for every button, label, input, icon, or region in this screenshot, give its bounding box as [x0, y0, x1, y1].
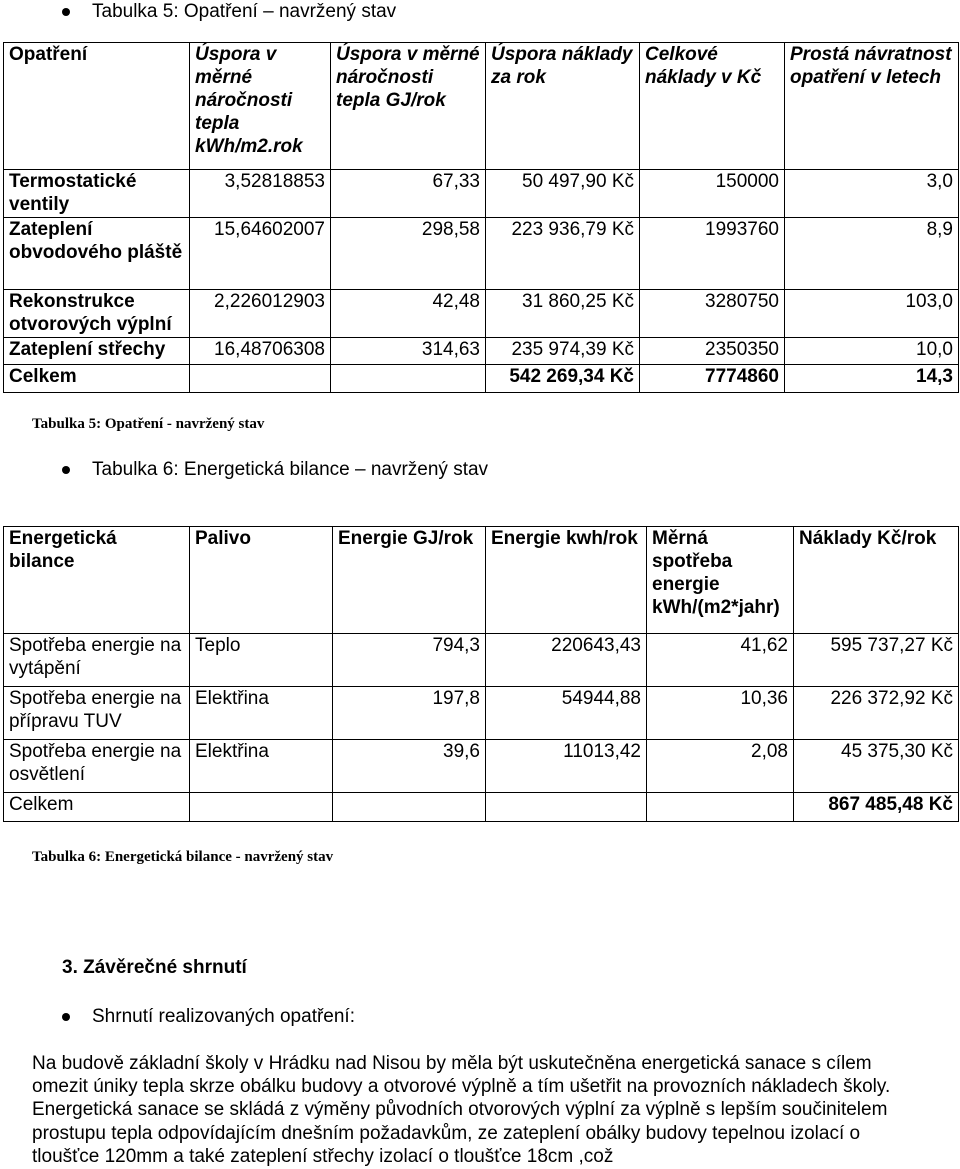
table-row — [4, 338, 959, 365]
cell — [190, 365, 331, 393]
cell — [190, 793, 333, 822]
header-cell: Úspora v měrné náročnosti tepla GJ/rok — [331, 43, 486, 170]
cell — [486, 793, 647, 822]
cell: 3,52818853 — [190, 170, 331, 218]
header-cell: Energie kwh/rok — [486, 527, 647, 634]
summary-paragraph: Na budově základní školy v Hrádku nad Nisou by měla být uskutečněna energetická sanace s cílem omezit úniky tepla skrze obálku budovy a otvorové výplně a tím ušetřit na provozních nákladech školy. Energetická sanace se skládá z výměny původních otvorových výplní za výplně s lepším součinitelem prostupu tepla odpovídajícím dnešním požadavkům, ze zateplení obálky budovy tepelnou izolací o tloušťce 120mm a také zateplení střechy izolací o tloušťce 18cm ,což — [32, 1053, 891, 1167]
cell: 50 497,90 Kč — [486, 170, 640, 218]
cell: 150000 — [640, 170, 785, 218]
row-label: Zateplení obvodového pláště — [4, 218, 190, 290]
total-cost: 867 485,48 Kč — [794, 793, 959, 822]
table5-caption: Tabulka 5: Opatření - navržený stav — [32, 416, 265, 432]
table-row — [4, 218, 959, 290]
row-label: Spotřeba energie na osvětlení — [4, 740, 190, 793]
table-row — [4, 170, 959, 218]
cell — [647, 793, 794, 822]
cell: 197,8 — [333, 687, 486, 740]
header-cell: Palivo — [190, 527, 333, 634]
total-cost: 7774860 — [640, 365, 785, 393]
cell: 235 974,39 Kč — [486, 338, 640, 365]
bullet-dot-icon — [62, 1013, 70, 1021]
cell: 3280750 — [640, 290, 785, 338]
header-cell: Měrná spotřeba energie kWh/(m2*jahr) — [647, 527, 794, 634]
bullet-tab6 — [62, 458, 488, 482]
table6-caption: Tabulka 6: Energetická bilance - navržený stav — [32, 849, 334, 865]
header-cell: Úspora v měrné náročnosti tepla kWh/m2.rok — [190, 43, 331, 170]
cell: Elektřina — [190, 687, 333, 740]
cell: 1993760 — [640, 218, 785, 290]
header-cell: Náklady Kč/rok — [794, 527, 959, 634]
cell — [331, 365, 486, 393]
row-label: Spotřeba energie na vytápění — [4, 634, 190, 687]
cell: 103,0 — [785, 290, 959, 338]
cell: Elektřina — [190, 740, 333, 793]
cell: 8,9 — [785, 218, 959, 290]
total-label: Celkem — [4, 793, 190, 822]
cell: 11013,42 — [486, 740, 647, 793]
cell: 10,0 — [785, 338, 959, 365]
table-total-row — [4, 793, 959, 822]
summary-label: Shrnutí realizovaných opatření: — [92, 1006, 355, 1027]
row-label: Zateplení střechy — [4, 338, 190, 365]
total-payback: 14,3 — [785, 365, 959, 393]
cell: 2350350 — [640, 338, 785, 365]
cell: 220643,43 — [486, 634, 647, 687]
cell: 2,08 — [647, 740, 794, 793]
cell: 42,48 — [331, 290, 486, 338]
tab5-title: Tabulka 5: Opatření – navržený stav — [92, 1, 397, 22]
cell: 2,226012903 — [190, 290, 331, 338]
bullet-summary — [62, 1005, 355, 1029]
cell: 41,62 — [647, 634, 794, 687]
cell: 15,64602007 — [190, 218, 331, 290]
tab6-title: Tabulka 6: Energetická bilance – navržený stav — [92, 459, 489, 480]
cell: 794,3 — [333, 634, 486, 687]
table-row — [4, 634, 959, 687]
table-row — [4, 687, 959, 740]
cell: 314,63 — [331, 338, 486, 365]
table-header-row — [4, 43, 959, 170]
cell: 54944,88 — [486, 687, 647, 740]
header-cell: Energie GJ/rok — [333, 527, 486, 634]
cell: 298,58 — [331, 218, 486, 290]
table-row — [4, 740, 959, 793]
table-row — [4, 290, 959, 338]
header-cell: Opatření — [4, 43, 190, 170]
row-label: Spotřeba energie na přípravu TUV — [4, 687, 190, 740]
section-heading: 3. Závěrečné shrnutí — [62, 957, 247, 978]
cell: 595 737,27 Kč — [794, 634, 959, 687]
bullet-dot-icon — [62, 8, 70, 16]
header-cell: Úspora náklady za rok — [486, 43, 640, 170]
cell: 45 375,30 Kč — [794, 740, 959, 793]
cell — [333, 793, 486, 822]
total-savings: 542 269,34 Kč — [486, 365, 640, 393]
header-cell: Celkové náklady v Kč — [640, 43, 785, 170]
table-header-row — [4, 527, 959, 634]
cell: 10,36 — [647, 687, 794, 740]
cell: 31 860,25 Kč — [486, 290, 640, 338]
cell: 39,6 — [333, 740, 486, 793]
cell: 226 372,92 Kč — [794, 687, 959, 740]
energy-balance-table — [3, 526, 959, 822]
row-label: Termostatické ventily — [4, 170, 190, 218]
table-total-row — [4, 365, 959, 393]
header-cell: Energetická bilance — [4, 527, 190, 634]
header-cell: Prostá návratnost opatření v letech — [785, 43, 959, 170]
bullet-dot-icon — [62, 466, 70, 474]
cell: 3,0 — [785, 170, 959, 218]
cell: 223 936,79 Kč — [486, 218, 640, 290]
cell: 16,48706308 — [190, 338, 331, 365]
total-label: Celkem — [4, 365, 190, 393]
bullet-tab5 — [62, 0, 396, 24]
row-label: Rekonstrukce otvorových výplní — [4, 290, 190, 338]
cell: Teplo — [190, 634, 333, 687]
measures-table — [3, 42, 959, 393]
cell: 67,33 — [331, 170, 486, 218]
